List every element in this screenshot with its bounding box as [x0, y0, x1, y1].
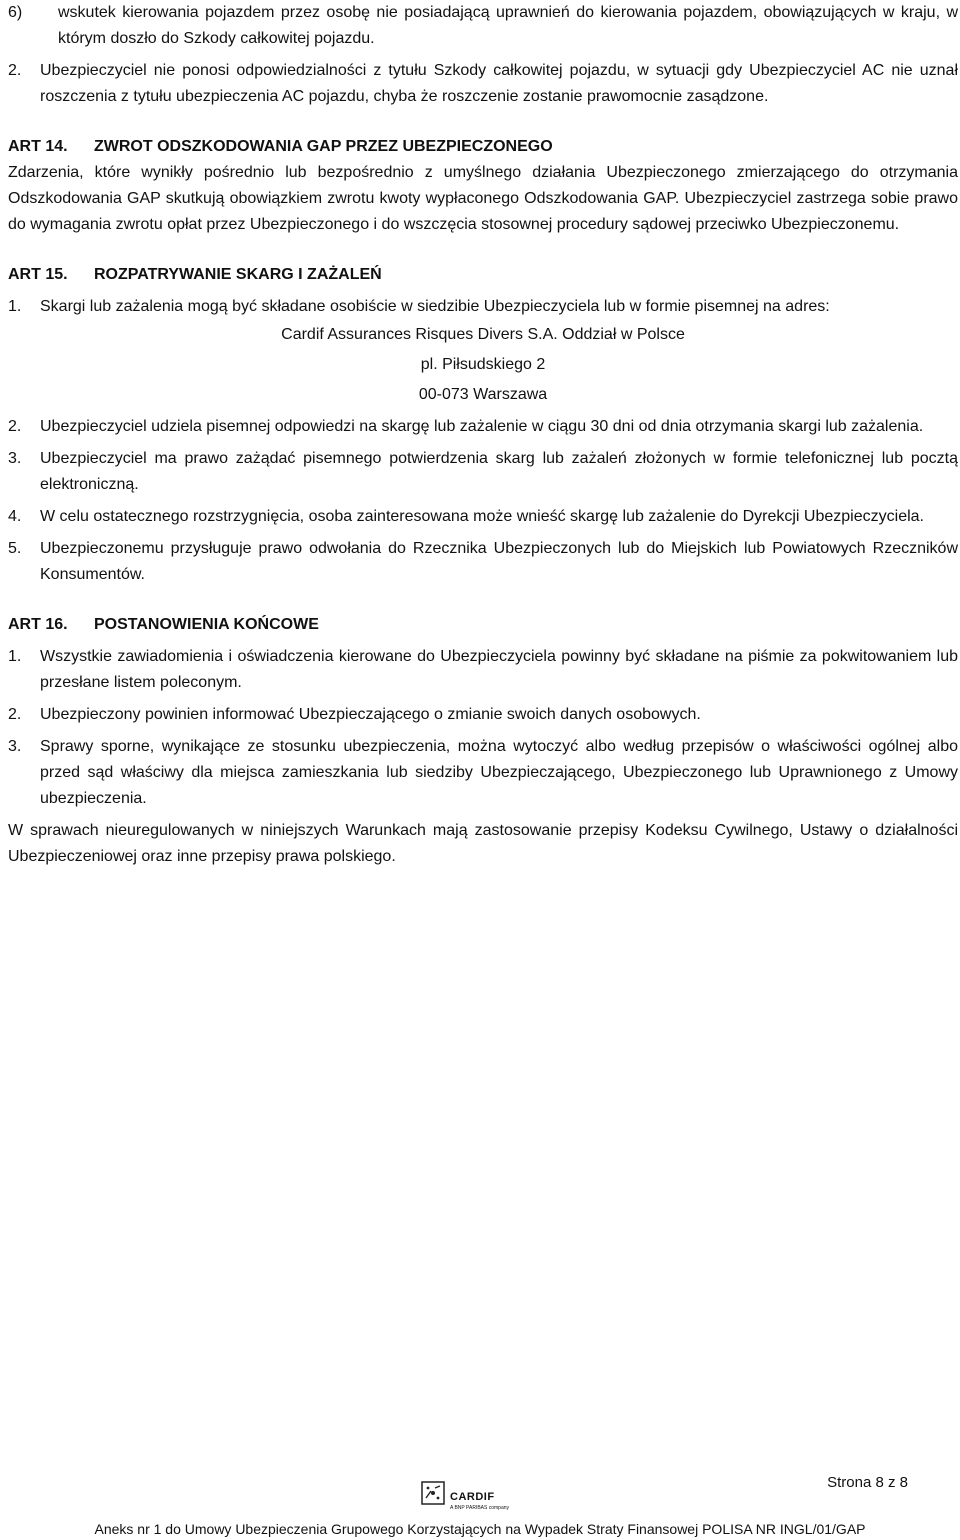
article-title: ROZPATRYWANIE SKARG I ZAŻALEŃ — [94, 266, 382, 283]
list-item-text: wskutek kierowania pojazdem przez osobę nie posiadającą uprawnień do kierowania pojazdem, obowiązujących w kraju, w którym doszło do Szkody całkowitej pojazdu. — [58, 4, 958, 47]
list-item — [8, 734, 958, 812]
list-item-text: Ubezpieczony powinien informować Ubezpieczającego o zmianie swoich danych osobowych. — [40, 706, 701, 723]
list-item-number: 1. — [8, 298, 22, 315]
article-heading — [8, 612, 958, 638]
document-page — [8, 0, 958, 870]
list-item-number: 6) — [8, 4, 23, 21]
list-item-text: Ubezpieczyciel nie ponosi odpowiedzialności z tytułu Szkody całkowitej pojazdu, w sytuacji gdy Ubezpieczyciel AC nie uznał roszczenia z tytułu ubezpieczenia AC pojazdu, chyba że roszczenie zostanie prawomocnie zasądzone. — [40, 62, 958, 105]
list-item-text: Ubezpieczonemu przysługuje prawo odwołania do Rzecznika Ubezpieczonych lub do Miejskich lub Powiatowych Rzeczników Konsumentów. — [40, 540, 958, 583]
article-number: ART 16. — [8, 616, 68, 633]
list-item — [8, 414, 958, 440]
article-number: ART 14. — [8, 138, 68, 155]
logo-text: CARDIF — [450, 1491, 495, 1503]
list-item-number: 2. — [8, 418, 22, 435]
list-item-number: 1. — [8, 648, 22, 665]
address-line: pl. Piłsudskiego 2 — [420, 356, 546, 373]
logo-subtext: A BNP PARIBAS company — [450, 1505, 510, 1511]
article-heading — [8, 262, 958, 288]
list-item-text: W celu ostatecznego rozstrzygnięcia, osoba zainteresowana może wnieść skargę lub zażalenie do Dyrekcji Ubezpieczyciela. — [40, 508, 924, 525]
article-number: ART 15. — [8, 266, 68, 283]
closing-paragraph: W sprawach nieuregulowanych w niniejszych Warunkach mają zastosowanie przepisy Kodeksu Cywilnego, Ustawy o działalności Ubezpieczeniowej oraz inne przepisy prawa polskiego. — [8, 822, 958, 865]
list-item-text: Sprawy sporne, wynikające ze stosunku ubezpieczenia, można wytoczyć albo według przepisów o właściwości ogólnej albo przed sąd właściwy dla miejsca zamieszkania lub siedziby Ubezpieczającego, Ubezpieczonego lub Uprawnionego z Umowy ubezpieczenia. — [40, 738, 958, 807]
list-item — [8, 58, 958, 110]
article-title: ZWROT ODSZKODOWANIA GAP PRZEZ UBEZPIECZONEGO — [94, 138, 553, 155]
page-number: Strona 8 z 8 — [827, 1474, 908, 1491]
list-item-text: Ubezpieczyciel udziela pisemnej odpowiedzi na skargę lub zażalenie w ciągu 30 dni od dnia otrzymania skargi lub zażalenia. — [40, 418, 924, 435]
list-item — [8, 536, 958, 588]
address-line: Cardif Assurances Risques Divers S.A. Oddział w Polsce — [281, 326, 685, 343]
list-item — [8, 446, 958, 498]
list-item-number: 2. — [8, 62, 22, 79]
address-line: 00-073 Warszawa — [418, 386, 548, 403]
list-item — [8, 644, 958, 696]
article-title: POSTANOWIENIA KOŃCOWE — [94, 616, 319, 633]
list-item-text: Skargi lub zażalenia mogą być składane osobiście w siedzibie Ubezpieczyciela lub w formie pisemnej na adres: — [40, 298, 830, 315]
list-item — [8, 294, 958, 320]
article-heading — [8, 134, 958, 160]
footer-text: Aneks nr 1 do Umowy Ubezpieczenia Grupowego Korzystających na Wypadek Straty Finansowej POLISA NR INGL/01/GAP — [94, 1521, 866, 1537]
list-item — [8, 0, 958, 52]
list-item-text: Ubezpieczyciel ma prawo zażądać pisemnego potwierdzenia skarg lub zażaleń złożonych w formie telefonicznej lub pocztą elektroniczną. — [40, 450, 958, 493]
list-item-number: 2. — [8, 706, 22, 723]
address-block — [8, 322, 958, 408]
list-item-text: Wszystkie zawiadomienia i oświadczenia kierowane do Ubezpieczyciela powinny być składane na piśmie za pokwitowaniem lub przesłane listem poleconym. — [40, 648, 958, 691]
list-item — [8, 702, 958, 728]
list-item-number: 3. — [8, 738, 22, 755]
article-paragraph: Zdarzenia, które wynikły pośrednio lub bezpośrednio z umyślnego działania Ubezpieczonego zmierzającego do otrzymania Odszkodowania GAP skutkują obowiązkiem zwrotu kwoty wypłaconego Odszkodowania GAP. Ubezpieczyciel zastrzega sobie prawo do wymagania zwrotu opłat przez Ubezpieczonego i do wszczęcia stosownej procedury sądowej przeciwko Ubezpieczonemu. — [8, 164, 958, 233]
list-item-number: 4. — [8, 508, 22, 525]
list-item — [8, 504, 958, 530]
list-item-number: 5. — [8, 540, 22, 557]
list-item-number: 3. — [8, 450, 22, 467]
